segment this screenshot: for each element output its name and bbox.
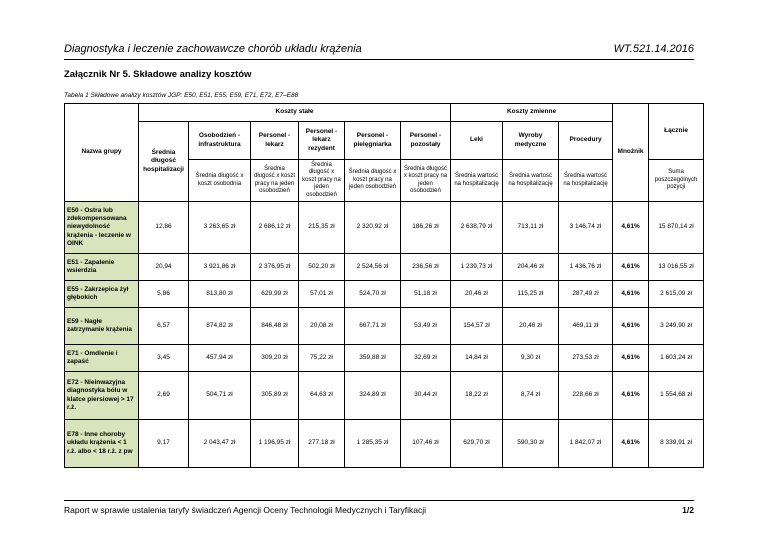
cell-procedures: 228,66 zł <box>559 372 613 420</box>
header-resident: Personel - lekarz rezydent <box>299 122 345 160</box>
header-medical-devices: Wyroby medyczne <box>503 122 559 160</box>
page-number: 1/2 <box>682 505 694 515</box>
cell-nurse: 2 524,56 zł <box>345 254 401 281</box>
cell-nurse: 324,89 zł <box>345 372 401 420</box>
cell-drugs: 1 239,73 zł <box>451 254 503 281</box>
cell-resident: 64,63 zł <box>299 372 345 420</box>
cell-resident: 20,08 zł <box>299 308 345 345</box>
cell-total: 1 554,68 zł <box>649 372 704 420</box>
subheader-procedures: Średnia wartość na hospitalizację <box>559 160 613 202</box>
group-name: E72 - Nieinwazyjna diagnostyka bólu w klatce piersiowej > 17 r.ż. <box>65 372 139 420</box>
document-header-code: WT.521.14.2016 <box>613 43 694 55</box>
footer-divider <box>64 500 694 501</box>
header-drugs: Leki <box>451 122 503 160</box>
cell-resident: 502,20 zł <box>299 254 345 281</box>
cell-medical-devices: 204,46 zł <box>503 254 559 281</box>
header-nurse: Personel - pielęgniarka <box>345 122 401 160</box>
cell-procedures: 469,11 zł <box>559 308 613 345</box>
cell-total: 8 339,91 zł <box>649 420 704 468</box>
cost-analysis-table <box>64 103 704 468</box>
subheader-infrastructure: Średnia długość x koszt osobodnia <box>189 160 251 202</box>
table-row <box>65 420 704 468</box>
cell-nurse: 1 285,35 zł <box>345 420 401 468</box>
group-name: E51 - Zapalenie wsierdzia <box>65 254 139 281</box>
table-row <box>65 345 704 372</box>
cell-infrastructure: 504,71 zł <box>189 372 251 420</box>
table-row <box>65 372 704 420</box>
section-title: Załącznik Nr 5. Składowe analizy kosztów <box>64 69 252 80</box>
cell-avg-los: 12,86 <box>139 202 189 254</box>
cell-drugs: 20,46 zł <box>451 281 503 308</box>
subheader-other-staff: Średnia długość x koszt pracy na jeden osobodzień <box>401 160 451 202</box>
header-doctor: Personel - lekarz <box>251 122 299 160</box>
subheader-total: Suma poszczególnych pozycji <box>649 160 704 202</box>
cell-drugs: 14,84 zł <box>451 345 503 372</box>
cell-drugs: 629,70 zł <box>451 420 503 468</box>
cell-doctor: 2 686,12 zł <box>251 202 299 254</box>
cell-other-staff: 236,56 zł <box>401 254 451 281</box>
document-header-title: Diagnostyka i leczenie zachowawcze chorób układu krążenia <box>64 43 362 55</box>
table-row <box>65 308 704 345</box>
cell-avg-los: 6,57 <box>139 308 189 345</box>
table-row <box>65 254 704 281</box>
cell-medical-devices: 115,25 zł <box>503 281 559 308</box>
cell-drugs: 2 638,79 zł <box>451 202 503 254</box>
cell-procedures: 273,53 zł <box>559 345 613 372</box>
header-group-name: Nazwa grupy <box>65 104 139 202</box>
cell-multiplier: 4,61% <box>613 202 649 254</box>
cell-infrastructure: 2 043,47 zł <box>189 420 251 468</box>
cell-total: 2 615,09 zł <box>649 281 704 308</box>
group-name: E71 - Omdlenie i zapaść <box>65 345 139 372</box>
subheader-resident: Średnia długość x koszt pracy na jeden osobodzień <box>299 160 345 202</box>
cell-procedures: 1 436,76 zł <box>559 254 613 281</box>
cell-medical-devices: 8,74 zł <box>503 372 559 420</box>
cell-procedures: 287,49 zł <box>559 281 613 308</box>
header-other-staff: Personel - pozostały <box>401 122 451 160</box>
header-multiplier: Mnożnik <box>613 104 649 202</box>
group-name: E50 - Ostra lub zdekompensowana niewydolność krążenia - leczenie w OINK <box>65 202 139 254</box>
header-divider <box>64 59 694 60</box>
cell-infrastructure: 813,80 zł <box>189 281 251 308</box>
cell-doctor: 309,20 zł <box>251 345 299 372</box>
cell-nurse: 359,88 zł <box>345 345 401 372</box>
group-name: E78 - Inne choroby układu krążenia < 1 r.ż. albo < 18 r.ż. z pw <box>65 420 139 468</box>
cell-multiplier: 4,61% <box>613 308 649 345</box>
cell-other-staff: 32,69 zł <box>401 345 451 372</box>
cell-multiplier: 4,61% <box>613 372 649 420</box>
cell-infrastructure: 3 263,65 zł <box>189 202 251 254</box>
cell-multiplier: 4,61% <box>613 281 649 308</box>
header-variable-costs: Koszty zmienne <box>451 104 613 122</box>
cell-nurse: 2 320,92 zł <box>345 202 401 254</box>
cell-doctor: 305,89 zł <box>251 372 299 420</box>
cell-total: 3 249,90 zł <box>649 308 704 345</box>
cell-multiplier: 4,61% <box>613 420 649 468</box>
cell-infrastructure: 457,94 zł <box>189 345 251 372</box>
cell-infrastructure: 3 921,86 zł <box>189 254 251 281</box>
cell-resident: 215,35 zł <box>299 202 345 254</box>
cell-resident: 57,01 zł <box>299 281 345 308</box>
cell-avg-los: 3,45 <box>139 345 189 372</box>
cell-nurse: 524,70 zł <box>345 281 401 308</box>
cell-drugs: 18,22 zł <box>451 372 503 420</box>
cell-other-staff: 107,46 zł <box>401 420 451 468</box>
subheader-medical-devices: Średnia wartość na hospitalizację <box>503 160 559 202</box>
header-fixed-costs: Koszty stałe <box>139 104 451 122</box>
cell-medical-devices: 9,30 zł <box>503 345 559 372</box>
cell-doctor: 1 196,95 zł <box>251 420 299 468</box>
cell-other-staff: 51,18 zł <box>401 281 451 308</box>
header-procedures: Procedury <box>559 122 613 160</box>
cell-other-staff: 53,49 zł <box>401 308 451 345</box>
cell-multiplier: 4,61% <box>613 345 649 372</box>
cell-infrastructure: 874,82 zł <box>189 308 251 345</box>
cell-avg-los: 9,17 <box>139 420 189 468</box>
cell-drugs: 154,57 zł <box>451 308 503 345</box>
table-row <box>65 202 704 254</box>
cell-procedures: 1 842,07 zł <box>559 420 613 468</box>
footer-text: Raport w sprawie ustalenia taryfy świadczeń Agencji Oceny Technologii Medycznych i Taryfikacji <box>64 505 427 515</box>
cell-doctor: 2 376,95 zł <box>251 254 299 281</box>
cell-other-staff: 186,26 zł <box>401 202 451 254</box>
cell-nurse: 667,71 zł <box>345 308 401 345</box>
cell-avg-los: 20,94 <box>139 254 189 281</box>
subheader-nurse: Średnia długość x koszt pracy na jeden osobodzień <box>345 160 401 202</box>
cell-procedures: 3 146,74 zł <box>559 202 613 254</box>
cell-avg-los: 2,69 <box>139 372 189 420</box>
group-name: E55 - Zakrzepica żył głębokich <box>65 281 139 308</box>
table-row <box>65 281 704 308</box>
cell-total: 15 870,14 zł <box>649 202 704 254</box>
group-name: E59 - Nagłe zatrzymanie krążenia <box>65 308 139 345</box>
cell-resident: 277,18 zł <box>299 420 345 468</box>
subheader-drugs: Średnia wartość na hospitalizację <box>451 160 503 202</box>
header-infrastructure: Osobodzień - infrastruktura <box>189 122 251 160</box>
cell-medical-devices: 20,46 zł <box>503 308 559 345</box>
cell-resident: 75,22 zł <box>299 345 345 372</box>
cell-total: 1 603,24 zł <box>649 345 704 372</box>
cell-medical-devices: 713,11 zł <box>503 202 559 254</box>
table-caption: Tabela 1 Składowe analizy kosztów JGP: E50, E51, E55, E59, E71, E72, E7–E88 <box>64 92 299 99</box>
cell-avg-los: 5,86 <box>139 281 189 308</box>
cell-doctor: 846,48 zł <box>251 308 299 345</box>
cell-other-staff: 30,44 zł <box>401 372 451 420</box>
cell-medical-devices: 590,30 zł <box>503 420 559 468</box>
header-avg-los: Średnia długość hospitalizacji <box>139 122 189 202</box>
cell-multiplier: 4,61% <box>613 254 649 281</box>
header-total: Łącznie <box>649 104 704 160</box>
cell-doctor: 629,99 zł <box>251 281 299 308</box>
subheader-doctor: Średnia długość x koszt pracy na jeden osobodzień <box>251 160 299 202</box>
cell-total: 13 016,55 zł <box>649 254 704 281</box>
